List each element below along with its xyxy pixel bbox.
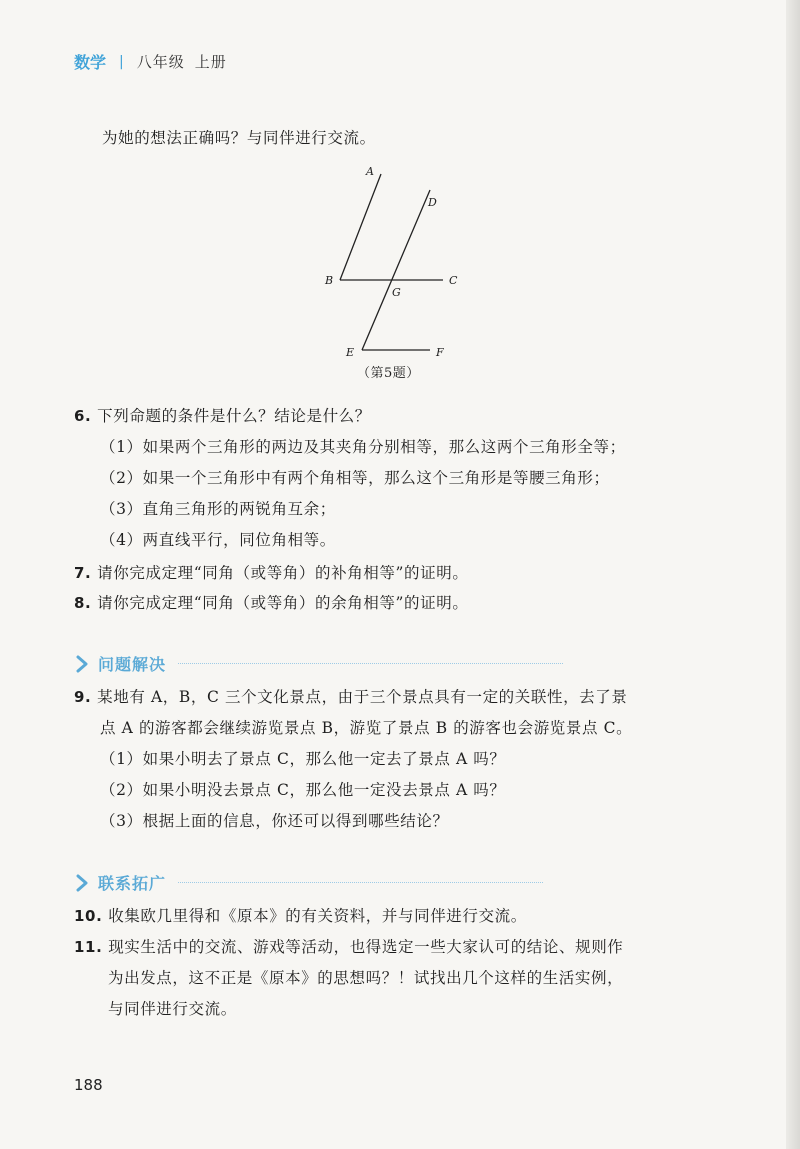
q8-text: 请你完成定理“同角（或等角）的余角相等”的证明。: [97, 594, 469, 612]
intro-line: 为她的想法正确吗？与同伴进行交流。: [102, 129, 376, 147]
label-A: A: [366, 165, 374, 178]
label-E: E: [346, 346, 355, 359]
q9-item-1: （1）如果小明去了景点 C，那么他一定去了景点 A 吗？: [100, 750, 506, 768]
q8-number: 8: [74, 594, 86, 612]
q9-text-1: 某地有 A，B，C 三个文化景点，由于三个景点具有一定的关联性，去了景: [97, 688, 628, 706]
q11-number: 11: [74, 938, 97, 956]
q6-item-2: （2）如果一个三角形中有两个角相等，那么这个三角形是等腰三角形；: [100, 469, 610, 487]
q7: 7. 请你完成定理“同角（或等角）的补角相等”的证明。: [74, 564, 469, 582]
page-edge: [786, 0, 800, 1149]
q6: 6. 下列命题的条件是什么？结论是什么？: [74, 407, 371, 425]
chevron-right-icon: [72, 873, 94, 893]
label-C: C: [449, 274, 458, 287]
q9-item-3: （3）根据上面的信息，你还可以得到哪些结论？: [100, 812, 449, 830]
section-title: 联系拓广: [98, 874, 167, 893]
header-separator: |: [119, 53, 124, 70]
q11-text-1: 现实生活中的交流、游戏等活动，也得选定一些大家认可的结论、规则作: [108, 938, 624, 956]
label-F: F: [436, 346, 444, 359]
q6-item-3: （3）直角三角形的两锐角互余；: [100, 500, 336, 518]
q8: 8. 请你完成定理“同角（或等角）的余角相等”的证明。: [74, 594, 469, 612]
q7-number: 7: [74, 564, 86, 582]
header-volume: 上册: [194, 53, 227, 71]
label-G: G: [392, 286, 401, 299]
section-title: 问题解决: [98, 655, 167, 674]
section-extension: [72, 871, 543, 894]
q11-line-3: 与同伴进行交流。: [108, 1000, 237, 1018]
q9-item-2: （2）如果小明没去景点 C，那么他一定没去景点 A 吗？: [100, 781, 506, 799]
label-D: D: [428, 196, 437, 209]
q10-number: 10: [74, 907, 97, 925]
label-B: B: [325, 274, 334, 287]
q9-line-1: 9. 某地有 A，B，C 三个文化景点，由于三个景点具有一定的关联性，去了景: [74, 688, 628, 706]
running-header: [74, 50, 227, 73]
q9-line-2: 点 A 的游客都会继续游览景点 B，游览了景点 B 的游客也会游览景点 C。: [100, 719, 633, 737]
q11-line-2: 为出发点，这不正是《原本》的思想吗？！试找出几个这样的生活实例，: [108, 969, 624, 987]
q10: 10. 收集欧几里得和《原本》的有关资料，并与同伴进行交流。: [74, 907, 527, 925]
q6-item-4: （4）两直线平行，同位角相等。: [100, 531, 336, 549]
line-DE: [362, 190, 430, 350]
q11-line-1: 11. 现实生活中的交流、游戏等活动，也得选定一些大家认可的结论、规则作: [74, 938, 624, 956]
section-rule: [178, 882, 543, 883]
q6-text: 下列命题的条件是什么？结论是什么？: [97, 407, 371, 425]
q9-number: 9: [74, 688, 86, 706]
header-subject: 数学: [74, 53, 107, 72]
q6-item-1: （1）如果两个三角形的两边及其夹角分别相等，那么这两个三角形全等；: [100, 438, 626, 456]
header-grade: 八年级: [136, 53, 185, 71]
line-AB: [340, 174, 381, 280]
figure-caption: （第5题）: [357, 366, 420, 381]
section-problem-solving: [72, 652, 563, 675]
chevron-right-icon: [72, 654, 94, 674]
q7-text: 请你完成定理“同角（或等角）的补角相等”的证明。: [97, 564, 469, 582]
q6-number: 6: [74, 407, 86, 425]
section-rule: [178, 663, 563, 664]
q10-text: 收集欧几里得和《原本》的有关资料，并与同伴进行交流。: [108, 907, 527, 925]
page-number: 188: [74, 1076, 103, 1094]
geometry-figure: [300, 160, 500, 365]
